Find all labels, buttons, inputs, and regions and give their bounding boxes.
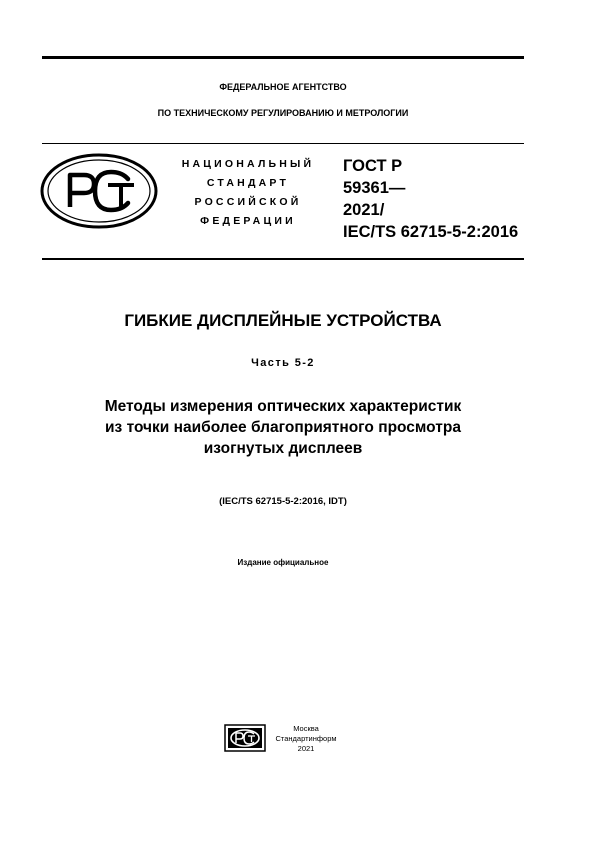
designation-line: ГОСТ Р — [343, 157, 403, 175]
designation-line: 59361— — [343, 179, 406, 197]
part-number: Часть 5-2 — [251, 357, 315, 369]
standard-type-line: РОССИЙСКОЙ — [194, 196, 302, 208]
publisher-name: Стандартинформ — [275, 734, 337, 743]
subtitle-line: изогнутых дисплеев — [203, 440, 363, 457]
agency-line-1: ФЕДЕРАЛЬНОЕ АГЕНТСТВО — [219, 82, 347, 92]
publisher-city: Москва — [293, 724, 319, 733]
designation-line: 2021/ — [343, 201, 385, 219]
subtitle-line: Методы измерения оптических характеристик — [104, 398, 462, 415]
standard-type-line: НАЦИОНАЛЬНЫЙ — [181, 158, 315, 170]
publisher-info — [264, 724, 348, 754]
document-title: ГИБКИЕ ДИСПЛЕЙНЫЕ УСТРОЙСТВА — [124, 311, 442, 330]
standard-type-line: ФЕДЕРАЦИИ — [200, 215, 296, 227]
designation-line: IEC/TS 62715-5-2:2016 — [343, 223, 519, 241]
rst-conformity-mark-icon — [40, 153, 158, 229]
header-rule — [42, 143, 524, 144]
standard-type-line: СТАНДАРТ — [206, 177, 290, 189]
top-rule — [42, 56, 524, 59]
publisher-year: 2021 — [297, 744, 315, 753]
agency-line-2: ПО ТЕХНИЧЕСКОМУ РЕГУЛИРОВАНИЮ И МЕТРОЛОГИИ — [157, 108, 409, 118]
standartinform-logo-icon — [224, 724, 266, 752]
document-subtitle — [42, 396, 524, 459]
subtitle-line: из точки наиболее благоприятного просмотра — [105, 419, 461, 436]
standard-designation — [343, 155, 518, 243]
standard-type — [168, 155, 328, 231]
identity-designation: (IEC/TS 62715-5-2:2016, IDT) — [219, 496, 347, 507]
designation-rule — [42, 258, 524, 260]
edition-label: Издание официальное — [237, 558, 329, 567]
